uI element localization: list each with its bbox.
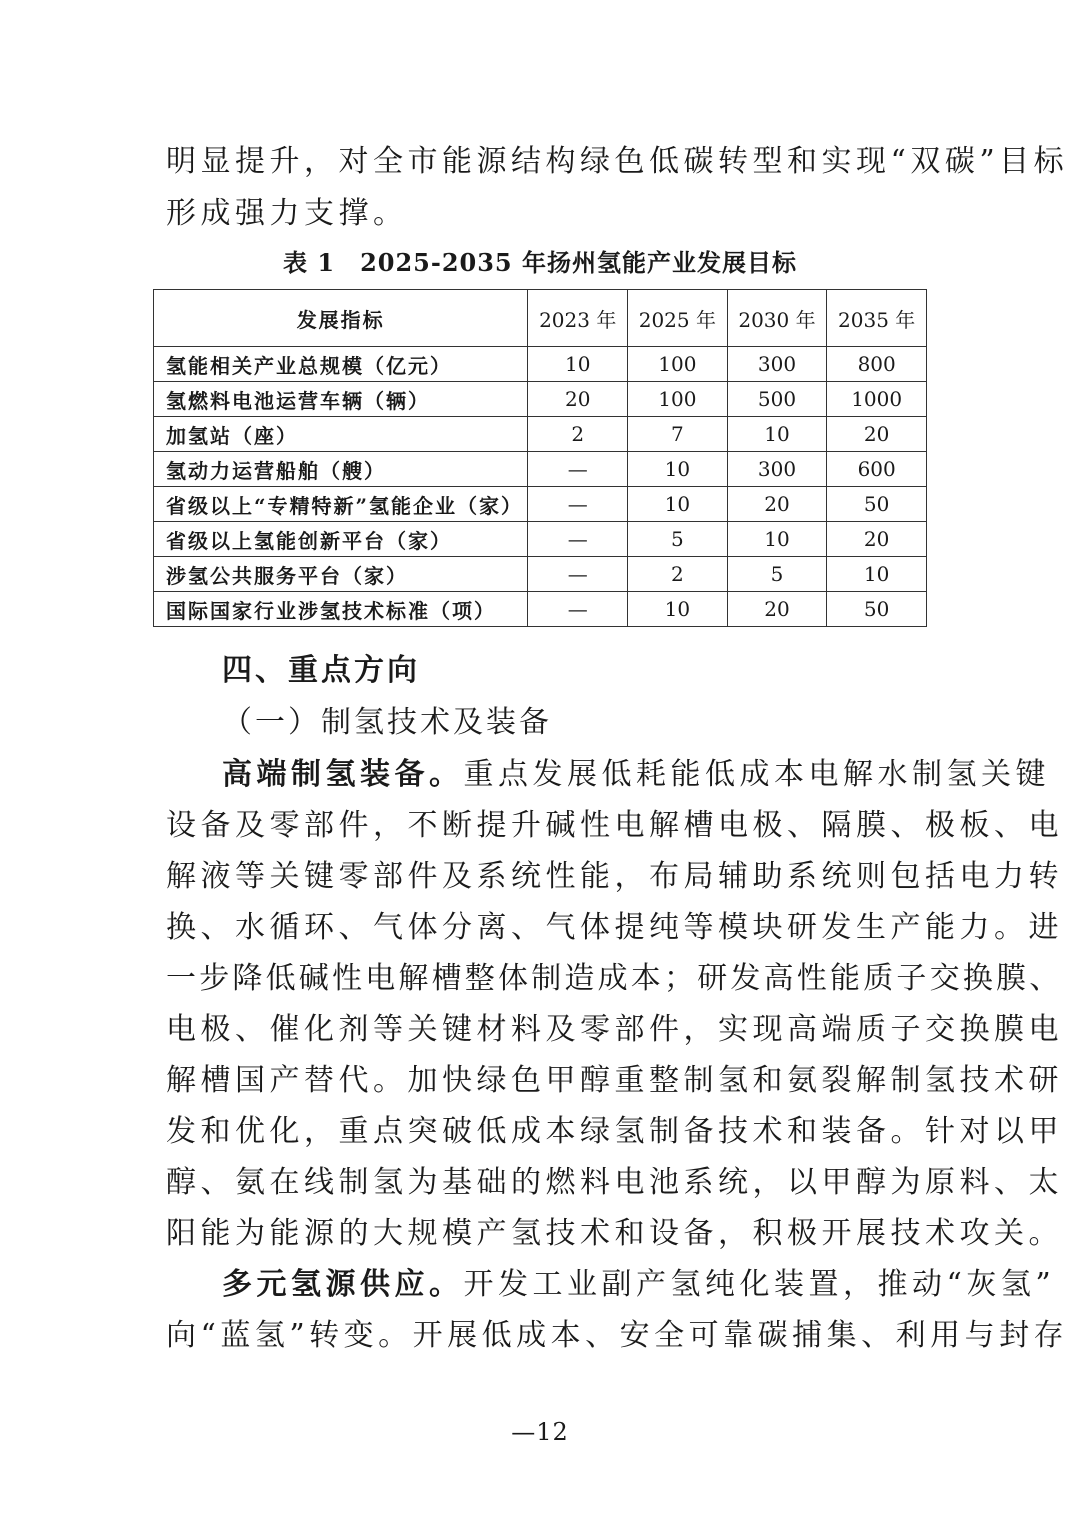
cell-2030: 20: [727, 487, 827, 522]
cell-2025: 10: [628, 452, 728, 487]
row-indicator: 加氢站（座）: [154, 417, 528, 452]
paragraph-1-line: 阳能为能源的大规模产氢技术和设备，积极开展技术攻关。: [166, 1216, 1063, 1251]
cell-2030: 300: [727, 452, 827, 487]
cell-2025: 7: [628, 417, 728, 452]
cell-2025: 2: [628, 557, 728, 592]
table-row: [154, 382, 927, 417]
row-indicator: 氢燃料电池运营车辆（辆）: [154, 382, 528, 417]
cell-2035: 800: [827, 347, 927, 382]
page-number: —12: [511, 1418, 569, 1446]
cell-2035: 20: [827, 522, 927, 557]
paragraph-1-line: 一步降低碱性电解槽整体制造成本；研发高性能质子交换膜、: [166, 961, 1063, 996]
table-caption: 表 1 2025-2035 年扬州氢能产业发展目标: [283, 248, 797, 277]
cell-2025: 5: [628, 522, 728, 557]
cell-2023: —: [528, 452, 628, 487]
cell-2035: 50: [827, 487, 927, 522]
cell-2030: 10: [727, 522, 827, 557]
row-indicator: 省级以上氢能创新平台（家）: [154, 522, 528, 557]
table-row: [154, 592, 927, 627]
header-2035: 2035 年: [827, 290, 927, 347]
cell-2025: 100: [628, 382, 728, 417]
paragraph-1-line: 设备及零部件，不断提升碱性电解槽电极、隔膜、极板、电: [166, 808, 1063, 843]
development-goals-table: [153, 289, 927, 627]
cell-2023: 2: [528, 417, 628, 452]
cell-2023: —: [528, 592, 628, 627]
paragraph-1-line: 发和优化，重点突破低成本绿氢制备技术和装备。针对以甲: [166, 1114, 1063, 1149]
cell-2023: —: [528, 522, 628, 557]
row-indicator: 省级以上“专精特新”氢能企业（家）: [154, 487, 528, 522]
cell-2023: 20: [528, 382, 628, 417]
header-2025: 2025 年: [628, 290, 728, 347]
paragraph-1-line: 解槽国产替代。加快绿色甲醇重整制氢和氨裂解制氢技术研: [166, 1063, 1063, 1098]
paragraph-1-line: 换、水循环、气体分离、气体提纯等模块研发生产能力。进: [166, 910, 1063, 945]
cell-2035: 600: [827, 452, 927, 487]
cell-2025: 10: [628, 487, 728, 522]
row-indicator: 国际国家行业涉氢技术标准（项）: [154, 592, 528, 627]
cell-2030: 20: [727, 592, 827, 627]
cell-2023: —: [528, 487, 628, 522]
table-row: [154, 452, 927, 487]
cell-2035: 10: [827, 557, 927, 592]
cell-2030: 300: [727, 347, 827, 382]
paragraph-1-line: 电极、催化剂等关键材料及零部件，实现高端质子交换膜电: [166, 1012, 1063, 1047]
cell-2023: —: [528, 557, 628, 592]
cell-2030: 10: [727, 417, 827, 452]
row-indicator: 涉氢公共服务平台（家）: [154, 557, 528, 592]
intro-line-1: 明显提升，对全市能源结构绿色低碳转型和实现“双碳”目标: [166, 144, 1069, 179]
cell-2035: 50: [827, 592, 927, 627]
cell-2035: 20: [827, 417, 927, 452]
paragraph-1-line: 醇、氨在线制氢为基础的燃料电池系统，以甲醇为原料、太: [166, 1165, 1063, 1200]
header-2023: 2023 年: [528, 290, 628, 347]
paragraph-1-first-line: [222, 749, 1050, 801]
table-row: [154, 417, 927, 452]
header-2030: 2030 年: [727, 290, 827, 347]
paragraph-2-line: 向“蓝氢”转变。开展低成本、安全可靠碳捕集、利用与封存: [166, 1318, 1069, 1353]
row-indicator: 氢动力运营船舶（艘）: [154, 452, 528, 487]
cell-2025: 100: [628, 347, 728, 382]
section-heading: 四、重点方向: [222, 653, 420, 688]
table-row: [154, 487, 927, 522]
header-indicator: 发展指标: [154, 290, 528, 347]
table-row: [154, 347, 927, 382]
cell-2023: 10: [528, 347, 628, 382]
cell-2030: 5: [727, 557, 827, 592]
intro-line-2: 形成强力支撑。: [166, 196, 408, 231]
row-indicator: 氢能相关产业总规模（亿元）: [154, 347, 528, 382]
paragraph-1-first-line-rest: 重点发展低耗能低成本电解水制氢关键: [463, 757, 1050, 792]
cell-2025: 10: [628, 592, 728, 627]
cell-2035: 1000: [827, 382, 927, 417]
paragraph-1-line: 解液等关键零部件及系统性能，布局辅助系统则包括电力转: [166, 859, 1063, 894]
table-row: [154, 557, 927, 592]
table-row: [154, 522, 927, 557]
subsection-heading: （一）制氢技术及装备: [222, 705, 552, 740]
table-header-row: [154, 290, 927, 347]
paragraph-2-first-line: [222, 1259, 1055, 1311]
paragraph-2-first-line-rest: 开发工业副产氢纯化装置，推动“灰氢”: [463, 1267, 1056, 1302]
cell-2030: 500: [727, 382, 827, 417]
paragraph-1-lead: 高端制氢装备。: [222, 757, 464, 792]
paragraph-2-lead: 多元氢源供应。: [222, 1267, 464, 1302]
